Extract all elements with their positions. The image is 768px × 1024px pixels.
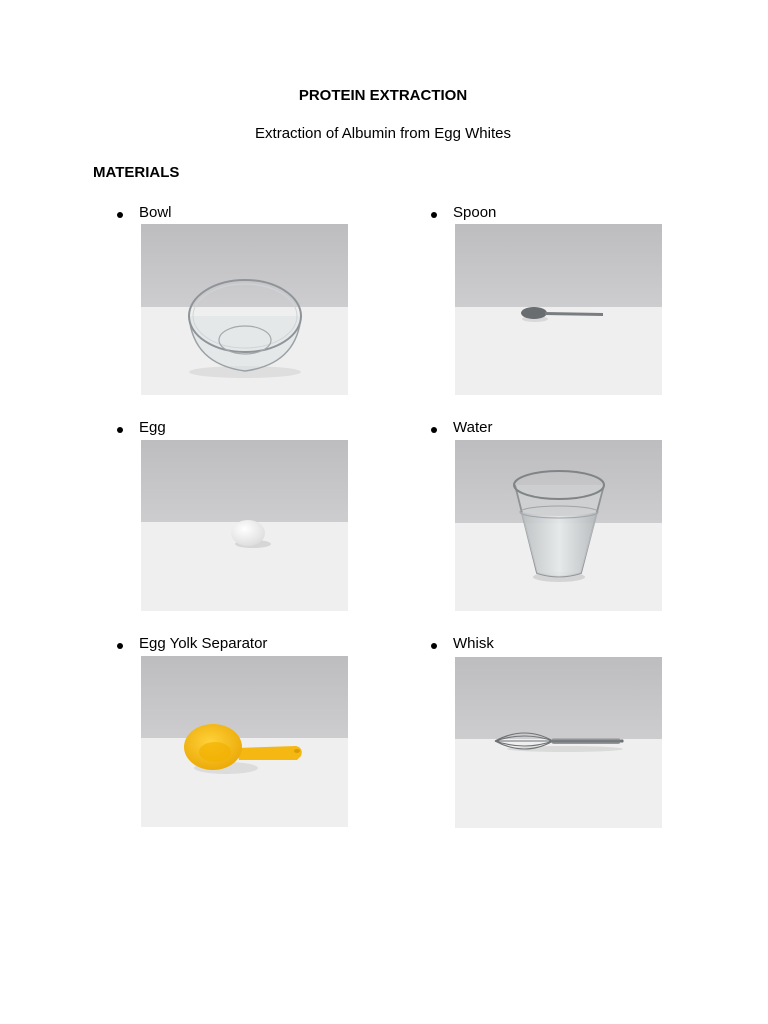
- whisk-photo: [455, 657, 662, 828]
- material-label: Spoon: [453, 204, 497, 221]
- glass-bowl-photo: [141, 224, 348, 395]
- bullet-icon: [431, 643, 437, 649]
- material-label: Egg: [139, 419, 166, 436]
- material-label: Egg Yolk Separator: [139, 635, 268, 652]
- material-label: Water: [453, 419, 493, 436]
- material-item-water: [431, 419, 751, 443]
- material-item-whisk: [431, 635, 751, 659]
- bullet-icon: [431, 212, 437, 218]
- bullet-icon: [117, 643, 123, 649]
- material-item-egg: [117, 419, 437, 443]
- material-item-spoon: [431, 204, 751, 228]
- egg-photo: [141, 440, 348, 611]
- glass-of-water-photo: [455, 440, 662, 611]
- material-item-egg-yolk-separator: [117, 635, 437, 659]
- page-subtitle: Extraction of Albumin from Egg Whites: [255, 125, 511, 142]
- material-label: Whisk: [453, 635, 494, 652]
- section-heading-materials: MATERIALS: [93, 164, 180, 181]
- bullet-icon: [117, 427, 123, 433]
- material-item-bowl: [117, 204, 437, 228]
- material-label: Bowl: [139, 204, 172, 221]
- bullet-icon: [117, 212, 123, 218]
- bullet-icon: [431, 427, 437, 433]
- egg-yolk-separator-photo: [141, 656, 348, 827]
- page-title: PROTEIN EXTRACTION: [298, 87, 468, 104]
- spoon-photo: [455, 224, 662, 395]
